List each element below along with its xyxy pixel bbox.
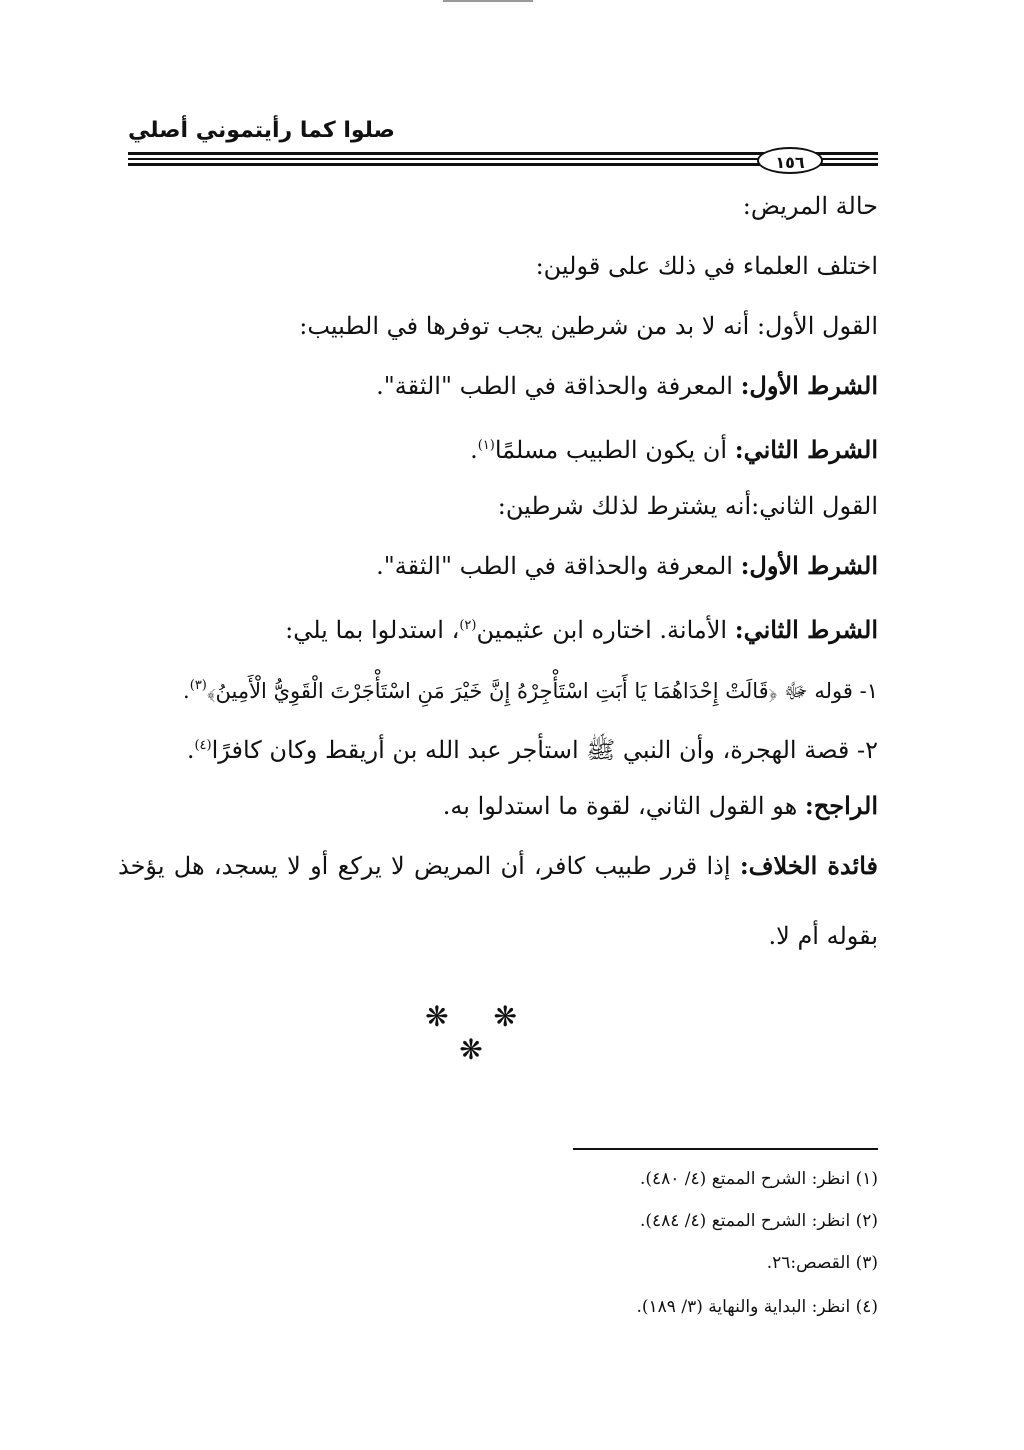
footnote-ref: (٤) (194, 738, 212, 753)
body-line-8: الشرط الثاني: الأمانة. اختاره ابن عثيمين$^{(٢)}$، استدلوا بما يلي: (285, 615, 878, 644)
body-line-2: اختلف العلماء في ذلك على قولين: (535, 252, 878, 280)
body-line-11: الراجح: هو القول الثاني، لقوة ما استدلوا به. (442, 791, 878, 820)
body-line-12: فائدة الخلاف: إذا قرر طبيب كافر، أن المريض لا يركع أو لا يسجد، هل يؤخذ (118, 851, 878, 880)
body-line-4: الشرط الأول: المعرفة والحذاقة في الطب "الثقة". (376, 371, 878, 400)
body-line-9: ١- قوله ﷻ ﴿قَالَتْ إِحْدَاهُمَا يَا أَبَتِ اسْتَأْجِرْهُ إِنَّ خَيْرَ مَنِ اسْتَأْجَرْتَ الْقَوِيُّ الْأَمِينُ﴾$^{(٣)}$. (183, 678, 878, 703)
footnote-ref: (٢) (459, 618, 477, 633)
body-line-5: الشرط الثاني: أن يكون الطبيب مسلمًا$^{(١)}$. (470, 435, 878, 464)
book-title: صلوا كما رأيتموني أصلي (128, 118, 395, 143)
footnote-rule (573, 1148, 878, 1150)
footnote-3: (٣) القصص:٢٦. (766, 1253, 878, 1273)
footnote-2: (٢) انظر: الشرح الممتع (٤/ ٤٨٤). (639, 1211, 878, 1231)
scan-top-mark (443, 0, 533, 2)
section-separator-stars: ❋ ❋ ❋ (425, 1000, 535, 1066)
page-number: ١٥٦ (757, 147, 823, 174)
footnote-ref: (٣) (189, 678, 207, 693)
body-line-7: الشرط الأول: المعرفة والحذاقة في الطب "الثقة". (376, 551, 878, 580)
body-line-13: بقوله أم لا. (768, 922, 878, 950)
footnote-4: (٤) انظر: البداية والنهاية (٣/ ١٨٩). (636, 1297, 878, 1317)
body-line-3: القول الأول: أنه لا بد من شرطين يجب توفرها في الطبيب: (299, 312, 878, 340)
footnote-ref: (١) (477, 438, 495, 453)
body-line-6: القول الثاني:أنه يشترط لذلك شرطين: (497, 492, 878, 520)
footnote-1: (١) انظر: الشرح الممتع (٤/ ٤٨٠). (639, 1169, 878, 1189)
body-line-1: حالة المريض: (742, 192, 878, 220)
body-line-10: ٢- قصة الهجرة، وأن النبي ﷺ استأجر عبد الله بن أريقط وكان كافرًا$^{(٤)}$. (186, 736, 878, 764)
